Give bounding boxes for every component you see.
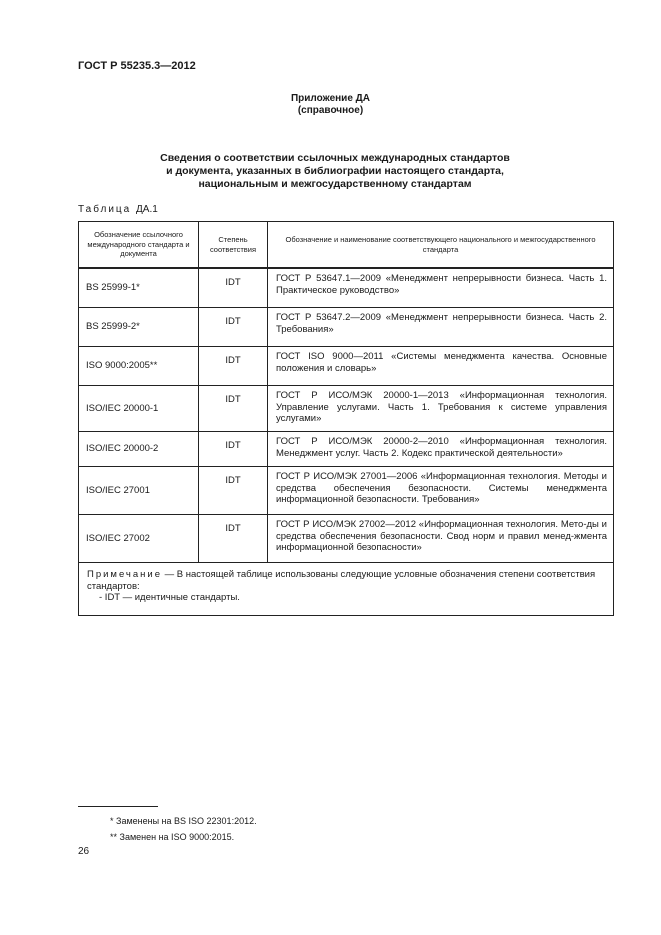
- table-row: [79, 432, 614, 467]
- cell-standard: ISO/IEC 20000-1: [79, 386, 199, 432]
- annex-subtitle: (справочное): [297, 105, 364, 116]
- cell-degree: IDT: [199, 386, 268, 432]
- cell-standard: ISO/IEC 20000-2: [79, 432, 199, 467]
- footnotes: [110, 813, 257, 845]
- cell-standard: ISO 9000:2005**: [79, 347, 199, 386]
- note-label: Примечание: [87, 569, 162, 580]
- table-caption-number: ДА.1: [136, 204, 158, 215]
- header-international-standard: Обозначение ссылочного международного стандарта и документа: [79, 222, 199, 269]
- table-row: [79, 268, 614, 308]
- note-body: — В настоящей таблице использованы следующие условные обозначения степени соответствия стандартов:: [87, 569, 596, 592]
- table-row: [79, 308, 614, 347]
- annex-heading: [0, 93, 661, 117]
- table-row: [79, 386, 614, 432]
- cell-degree: IDT: [199, 432, 268, 467]
- cell-name: ГОСТ Р 53647.2—2009 «Менеджмент непрерывности бизнеса. Часть 2. Требования»: [268, 308, 614, 347]
- table-row: [79, 347, 614, 386]
- cell-standard: BS 25999-2*: [79, 308, 199, 347]
- cell-name: ГОСТ ISO 9000—2011 «Системы менеджмента качества. Основные положения и словарь»: [268, 347, 614, 386]
- correspondence-table: [78, 221, 614, 616]
- cell-name: ГОСТ Р ИСО/МЭК 20000-1—2013 «Информационная технология. Управление услугами. Часть 1. Требования к системе управления услугами»: [268, 386, 614, 432]
- cell-standard: ISO/IEC 27002: [79, 515, 199, 563]
- cell-degree: IDT: [199, 347, 268, 386]
- cell-standard: ISO/IEC 27001: [79, 467, 199, 515]
- standard-header: ГОСТ Р 55235.3—2012: [78, 60, 196, 72]
- table-caption: [78, 204, 158, 215]
- cell-degree: IDT: [199, 467, 268, 515]
- section-title: [120, 152, 550, 191]
- cell-degree: IDT: [199, 515, 268, 563]
- cell-name: ГОСТ Р 53647.1—2009 «Менеджмент непрерывности бизнеса. Часть 1. Практическое руководство»: [268, 268, 614, 308]
- table-note: [79, 563, 614, 616]
- cell-standard: BS 25999-1*: [79, 268, 199, 308]
- cell-name: ГОСТ Р ИСО/МЭК 20000-2—2010 «Информационная технология. Менеджмент услуг. Часть 2. Кодекс практической деятельности»: [268, 432, 614, 467]
- footnote-1: * Заменены на BS ISO 22301:2012.: [110, 816, 257, 826]
- page-number: 26: [78, 846, 90, 857]
- cell-degree: IDT: [199, 308, 268, 347]
- footnote-2: ** Заменен на ISO 9000:2015.: [110, 832, 235, 842]
- footnote-divider: [78, 806, 158, 807]
- note-item: - IDT — идентичные стандарты.: [99, 592, 240, 603]
- cell-name: ГОСТ Р ИСО/МЭК 27002—2012 «Информационная технология. Мето-ды и средства обеспечения безопасности. Свод норм и правил менед-жмента информационной безопасности»: [268, 515, 614, 563]
- cell-degree: IDT: [199, 268, 268, 308]
- note-text: [87, 569, 605, 592]
- title-line-3: национальным и межгосударственному стандартам: [198, 178, 472, 190]
- cell-name: ГОСТ Р ИСО/МЭК 27001—2006 «Информационная технология. Методы и средства обеспечения безопасности. Системы менеджмента информационной безопасности. Требования»: [268, 467, 614, 515]
- table-header-row: [79, 222, 614, 269]
- title-line-2: и документа, указанных в библиографии настоящего стандарта,: [166, 165, 504, 177]
- annex-title: Приложение ДА: [290, 93, 371, 104]
- header-degree: Степень соответствия: [199, 222, 268, 269]
- title-line-1: Сведения о соответствии ссылочных международных стандартов: [160, 152, 510, 164]
- table-row: [79, 515, 614, 563]
- header-national-standard: Обозначение и наименование соответствующего национального и межгосударственного стандарта: [268, 222, 614, 269]
- table-caption-label: Таблица: [78, 204, 132, 215]
- table-note-row: [79, 563, 614, 616]
- table-row: [79, 467, 614, 515]
